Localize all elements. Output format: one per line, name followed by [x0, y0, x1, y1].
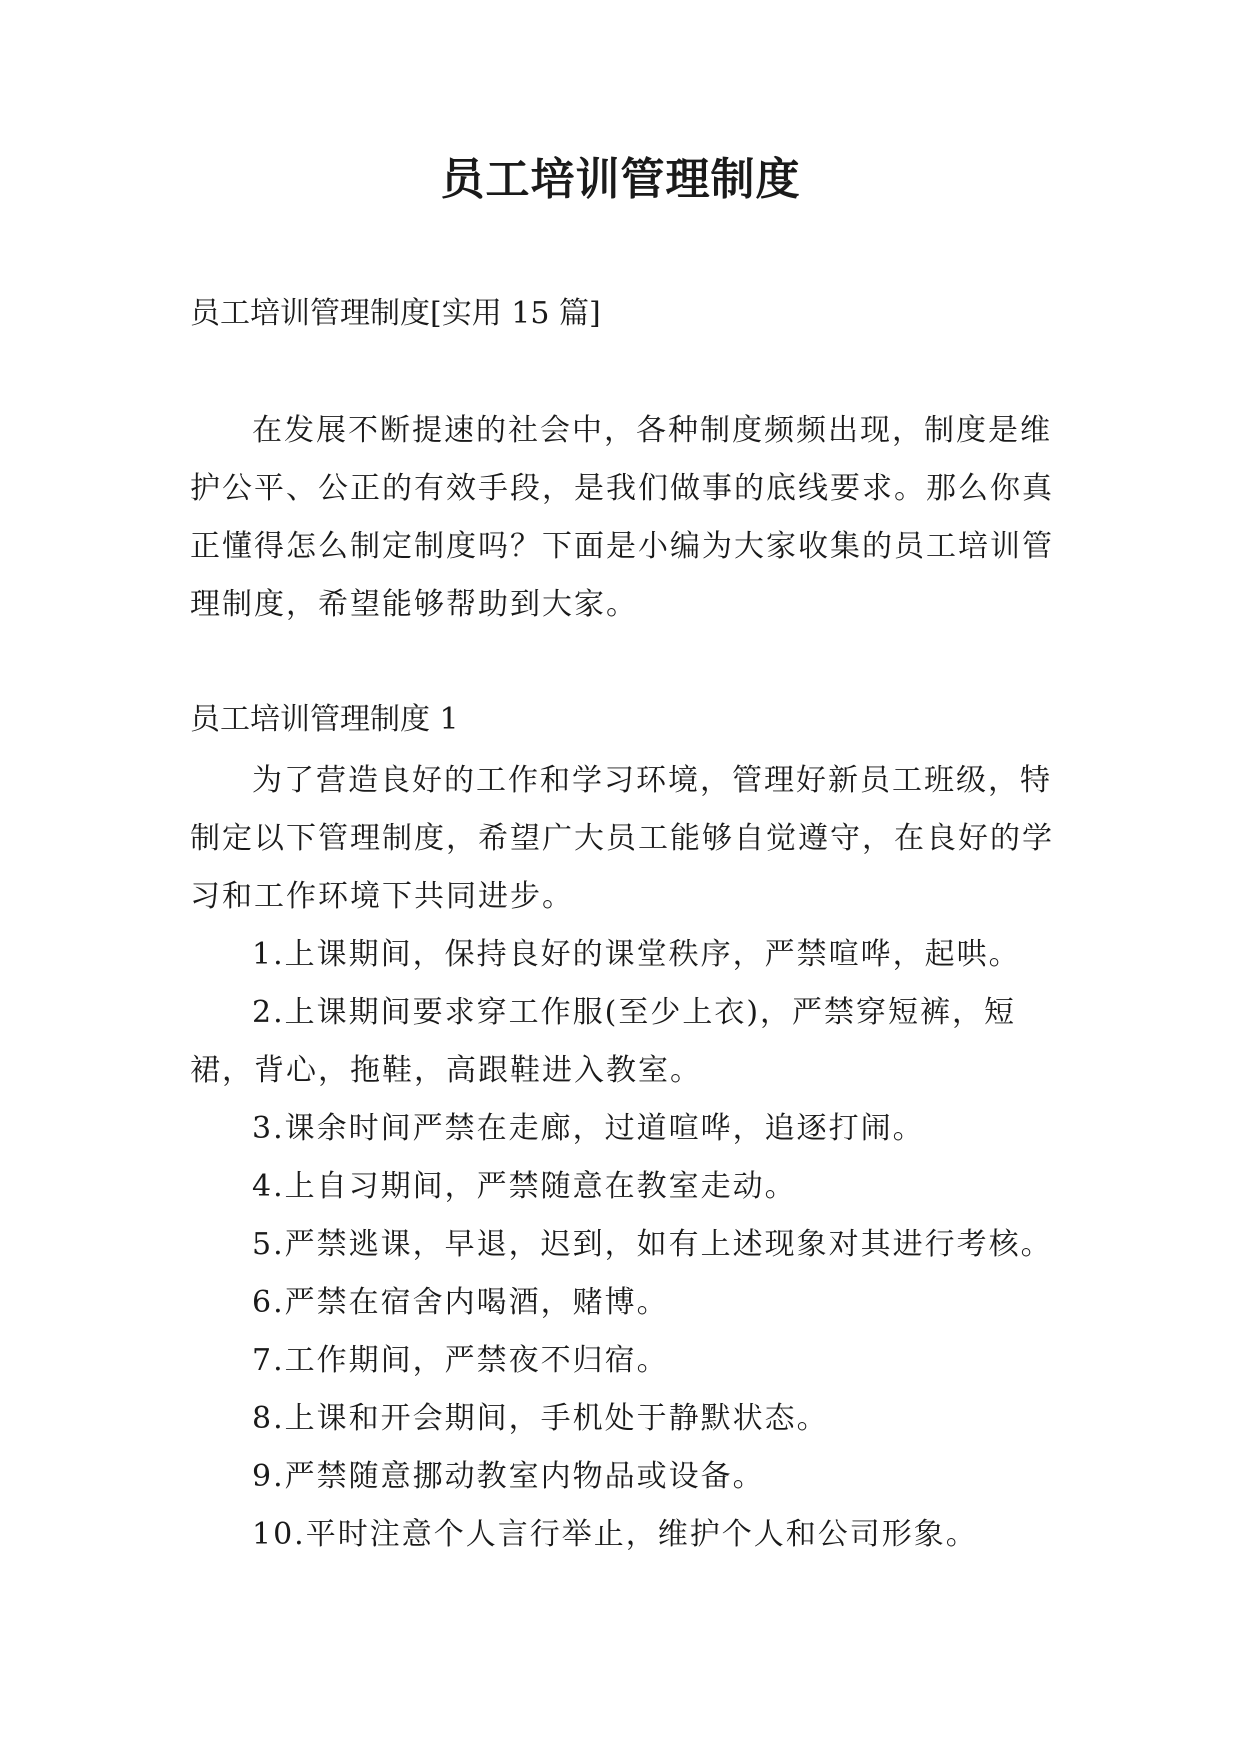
- document-subtitle: 员工培训管理制度[实用 15 篇]: [190, 296, 601, 331]
- rule-item: 8.上课和开会期间，手机处于静默状态。: [252, 1401, 829, 1436]
- rule-item: 2.上课期间要求穿工作服(至少上衣)，严禁穿短裤，短裙，背心，拖鞋，高跟鞋进入教室。: [190, 995, 1017, 1088]
- rule-item: 3.课余时间严禁在走廊，过道喧哗，追逐打闹。: [252, 1111, 925, 1146]
- section-title: 员工培训管理制度 1: [190, 702, 459, 737]
- rules-list: [190, 926, 1070, 1564]
- intro-paragraph: 在发展不断提速的社会中，各种制度频频出现，制度是维护公平、公正的有效手段，是我们做事的底线要求。那么你真正懂得怎么制定制度吗？下面是小编为大家收集的员工培训管理制度，希望能够帮助到大家。: [190, 413, 1054, 622]
- document-title: 员工培训管理制度: [440, 154, 801, 205]
- rule-item: 6.严禁在宿舍内喝酒，赌博。: [252, 1285, 669, 1320]
- rule-item: 7.工作期间，严禁夜不归宿。: [252, 1343, 669, 1378]
- rule-item: 4.上自习期间，严禁随意在教室走动。: [252, 1169, 797, 1204]
- rule-item: 5.严禁逃课，早退，迟到，如有上述现象对其进行考核。: [252, 1227, 1053, 1262]
- rule-item: 10.平时注意个人言行举止，维护个人和公司形象。: [252, 1517, 978, 1552]
- section-intro-paragraph: 为了营造良好的工作和学习环境，管理好新员工班级，特制定以下管理制度，希望广大员工能够自觉遵守，在良好的学习和工作环境下共同进步。: [190, 763, 1054, 914]
- rule-item: 1.上课期间，保持良好的课堂秩序，严禁喧哗，起哄。: [252, 937, 1021, 972]
- rule-item: 9.严禁随意挪动教室内物品或设备。: [252, 1459, 765, 1494]
